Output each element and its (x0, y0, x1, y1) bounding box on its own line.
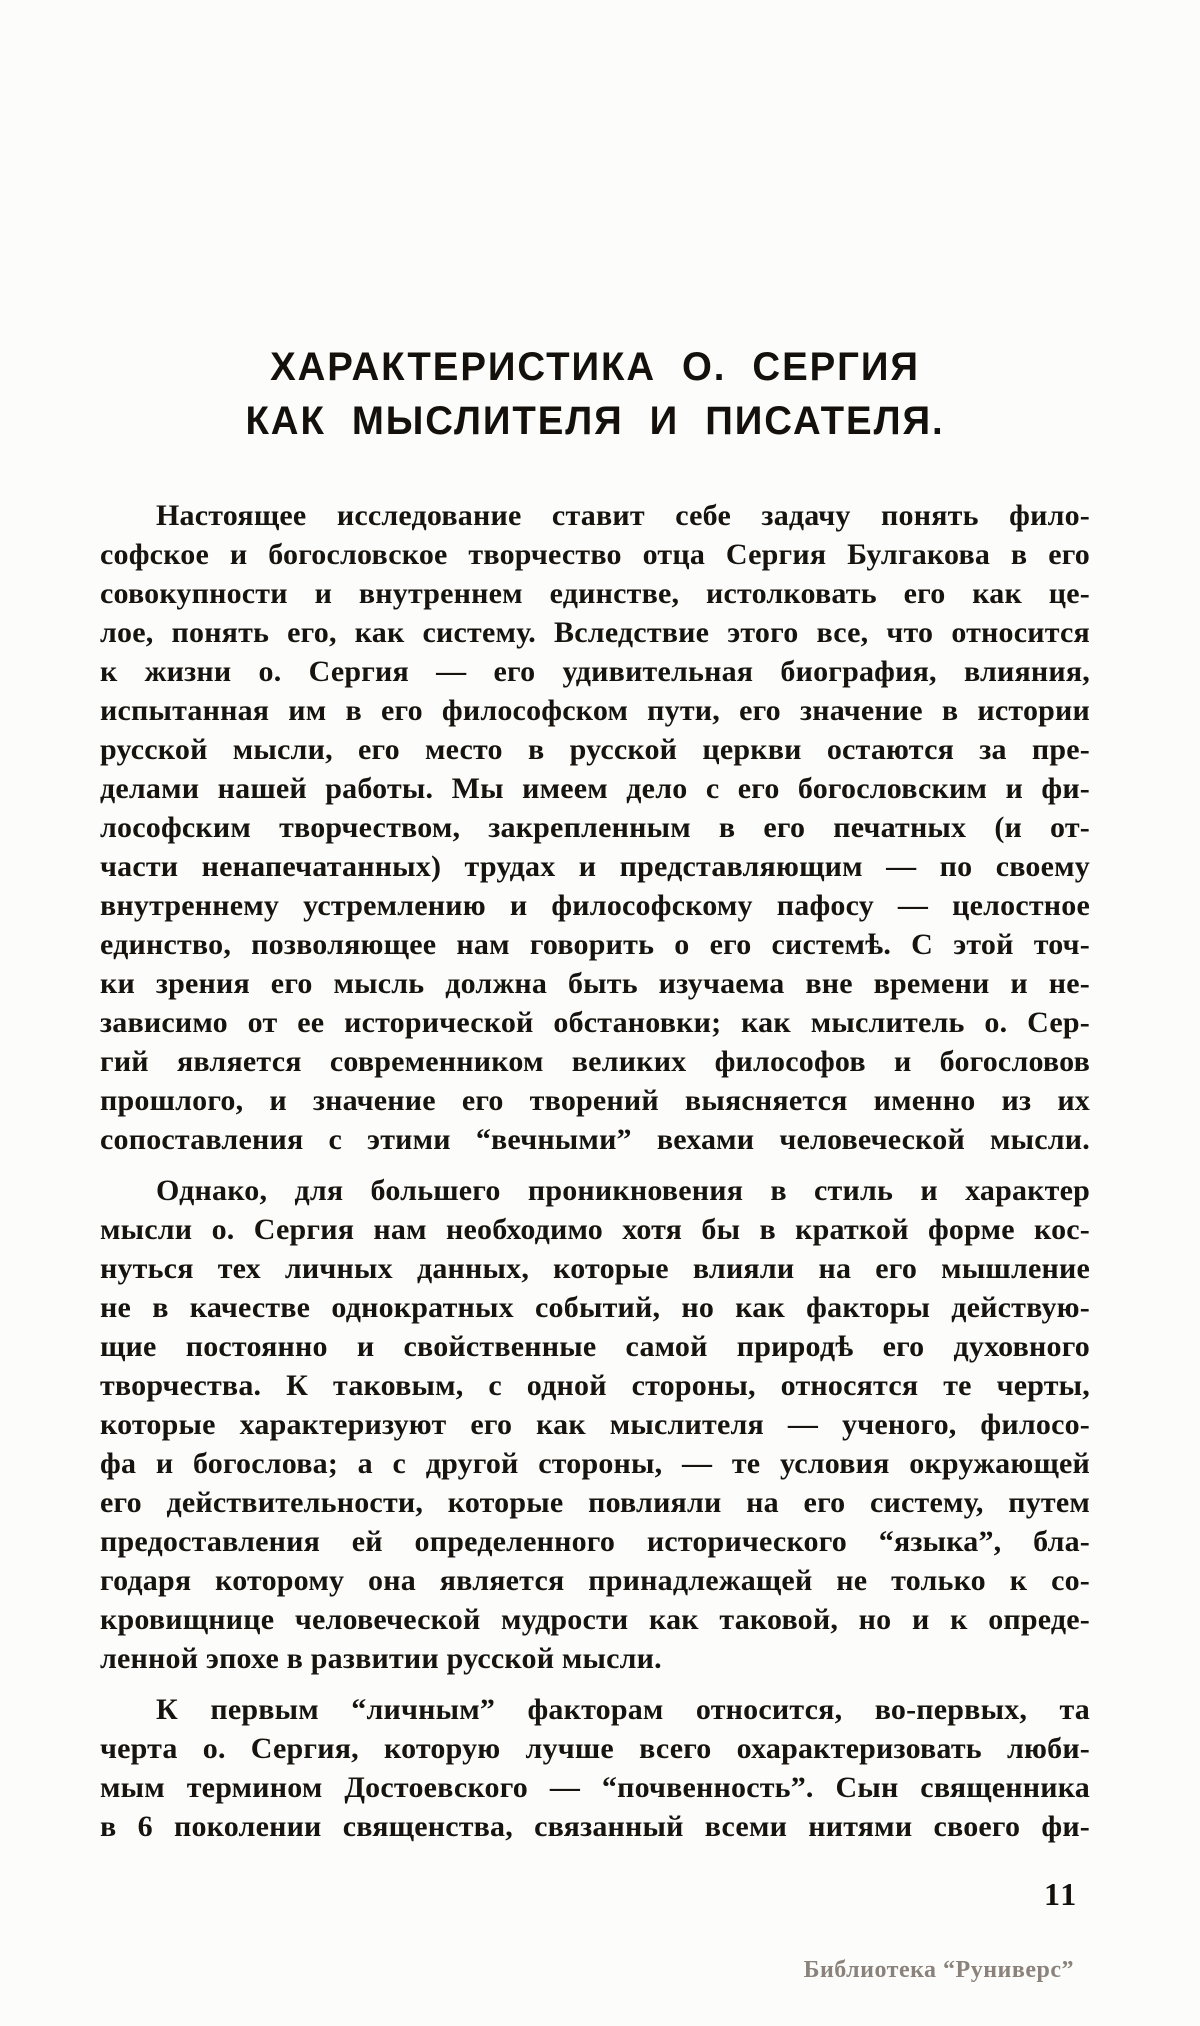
text-line: совокупности и внутреннем единстве, истолковать его как це- (100, 577, 1090, 610)
text-line: творчества. К таковым, с одной стороны, относятся те черты, (100, 1369, 1090, 1402)
text-line: мым термином Достоевского — “почвенность”. Сын священника (100, 1771, 1090, 1804)
text-line: зависимо от ее исторической обстановки; как мыслитель о. Сер- (100, 1006, 1090, 1039)
chapter-title (100, 340, 1090, 448)
text-line: его действительности, которые повлияли на его систему, путем (100, 1486, 1090, 1519)
chapter-title-line2: КАК МЫСЛИТЕЛЯ И ПИСАТЕЛЯ. (245, 399, 945, 443)
text-line: годаря которому она является принадлежащей не только к со- (100, 1564, 1090, 1597)
text-line: ки зрения его мысль должна быть изучаема вне времени и не- (100, 967, 1090, 1000)
text-line: испытанная им в его философском пути, его значение в истории (100, 694, 1090, 727)
text-line: прошлого, и значение его творений выясняется именно из их (100, 1084, 1090, 1117)
text-line: мысли о. Сергия нам необходимо хотя бы в краткой форме кос- (100, 1213, 1090, 1246)
paragraph-3 (100, 1690, 1090, 1846)
text-line: фа и богослова; а с другой стороны, — те условия окружающей (100, 1447, 1090, 1480)
text-line: софское и богословское творчество отца Сергия Булгакова в его (100, 538, 1090, 571)
text-line: русской мысли, его место в русской церкви остаются за пре- (100, 733, 1090, 766)
text-line: лософским творчеством, закрепленным в его печатных (и от- (100, 811, 1090, 844)
page-number: 11 (1044, 1876, 1079, 1912)
text-line: не в качестве однократных событий, но как факторы действую- (100, 1291, 1090, 1324)
text-line: Однако, для большего проникновения в стиль и характер (156, 1174, 1090, 1207)
text-line: кровищнице человеческой мудрости как таковой, но и к опреде- (100, 1603, 1090, 1636)
text-line: К первым “личным” факторам относится, во-первых, та (156, 1693, 1090, 1726)
text-line: делами нашей работы. Мы имеем дело с его богословским и фи- (100, 772, 1090, 805)
text-line: предоставления ей определенного исторического “языка”, бла- (100, 1525, 1090, 1558)
chapter-title-line1: ХАРАКТЕРИСТИКА О. СЕРГИЯ (270, 345, 920, 389)
text-line: сопоставления с этими “вечными” вехами человеческой мысли. (100, 1123, 1090, 1156)
text-line: черта о. Сергия, которую лучше всего охарактеризовать люби- (100, 1732, 1090, 1765)
text-line: части ненапечатанных) трудах и представляющим — по своему (100, 850, 1090, 883)
text-line: нуться тех личных данных, которые влияли на его мышление (100, 1252, 1090, 1285)
paragraph-1 (100, 496, 1090, 1159)
text-line: гий является современником великих философов и богословов (100, 1045, 1090, 1078)
text-line: лое, понять его, как систему. Вследствие этого все, что относится (100, 616, 1090, 649)
body-text (100, 496, 1090, 1846)
library-watermark: Библиотека “Руниверс” (803, 1957, 1074, 1983)
text-line: которые характеризуют его как мыслителя — ученого, филосо- (100, 1408, 1090, 1441)
text-line: к жизни о. Сергия — его удивительная биография, влияния, (100, 655, 1090, 688)
text-line: Настоящее исследование ставит себе задачу понять фило- (156, 499, 1090, 532)
text-line: щие постоянно и свойственные самой природѣ его духовного (100, 1330, 1090, 1363)
text-line: в 6 поколении священства, связанный всеми нитями своего фи- (100, 1810, 1090, 1843)
text-line: внутреннему устремлению и философскому пафосу — целостное (100, 889, 1090, 922)
text-line: единство, позволяющее нам говорить о его системѣ. С этой точ- (100, 928, 1090, 961)
text-line: ленной эпохе в развитии русской мысли. (100, 1642, 662, 1675)
paragraph-2 (100, 1171, 1090, 1678)
